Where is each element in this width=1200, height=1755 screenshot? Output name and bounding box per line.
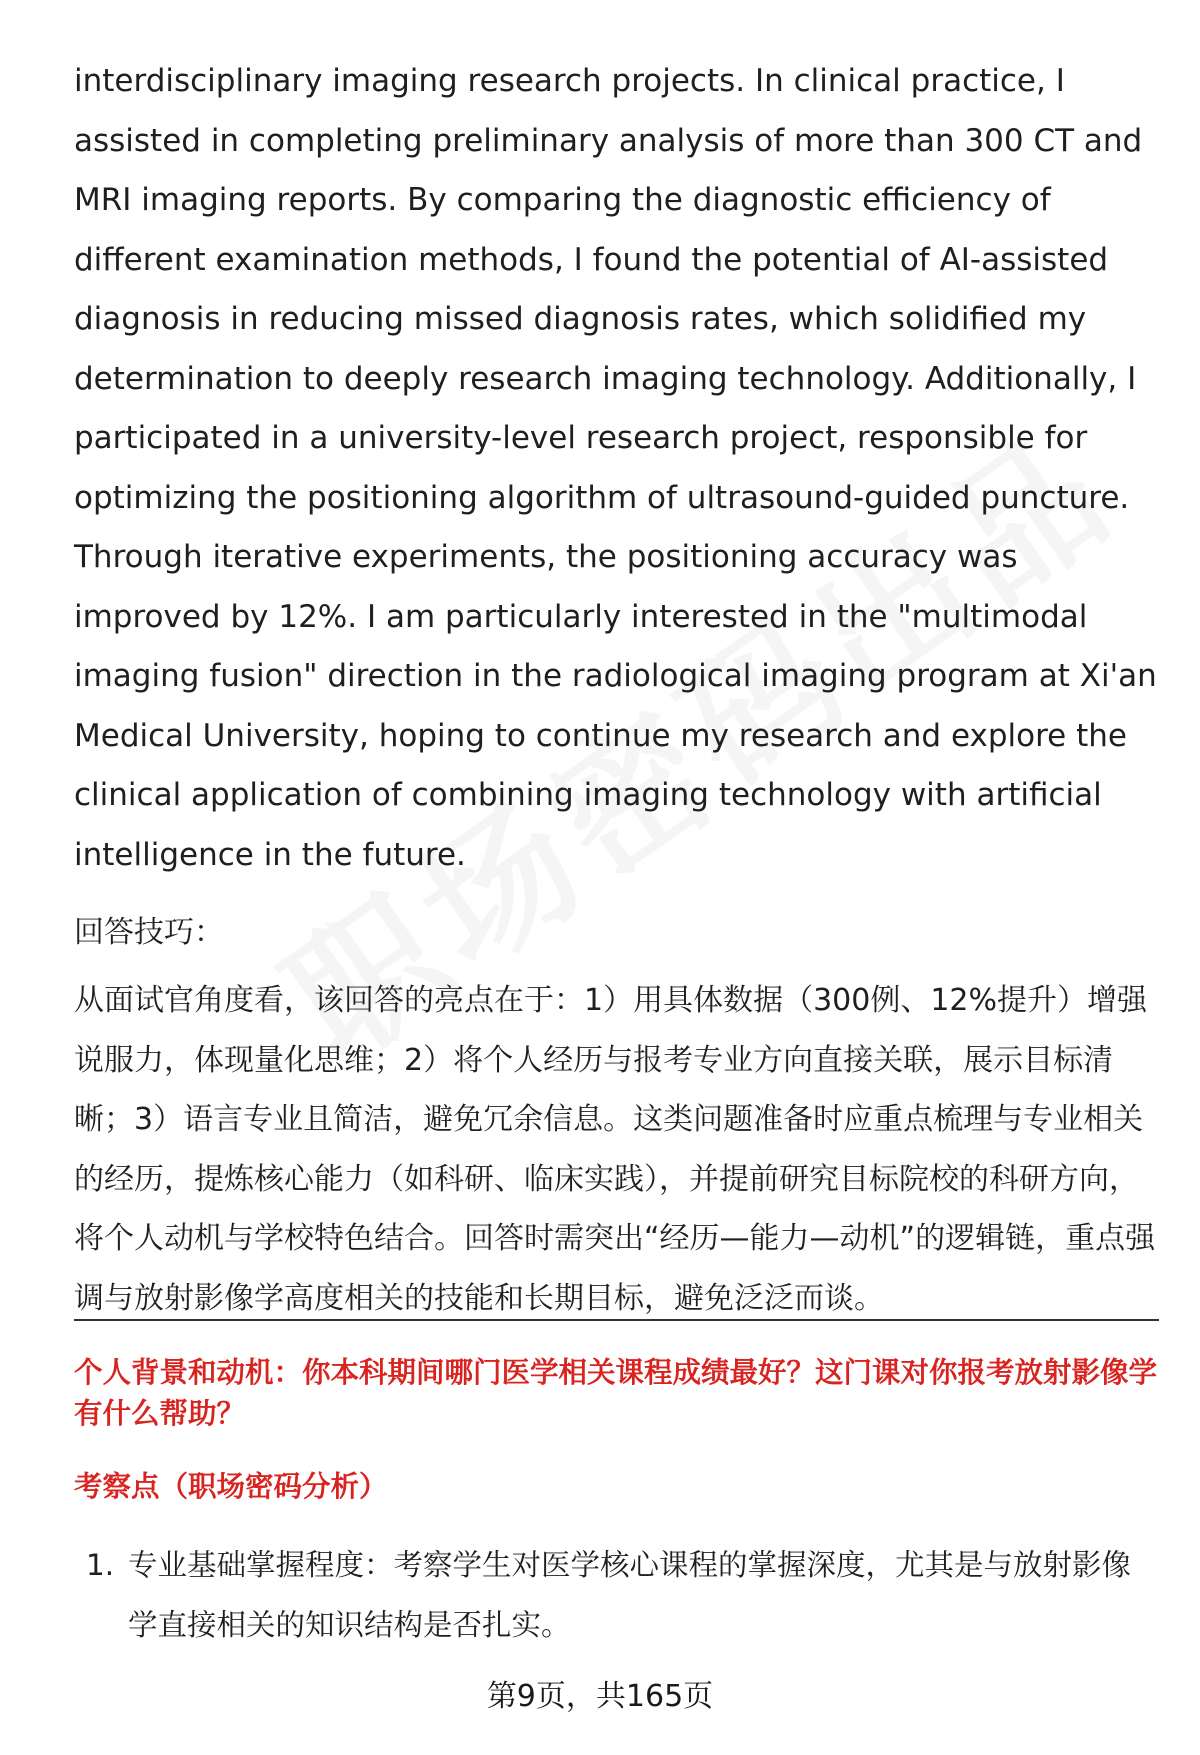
main-content: [74, 52, 1159, 1328]
list-item-text: 专业基础掌握程度：考察学生对医学核心课程的掌握深度，尤其是与放射影像学直接相关的知识结构是否扎实。: [128, 1548, 1132, 1642]
tips-body: 从面试官角度看，该回答的亮点在于：1）用具体数据（300例、12%提升）增强说服力，体现量化思维；2）将个人经历与报考专业方向直接关联，展示目标清晰；3）语言专业且简洁，避免冗余信息。这类问题准备时应重点梳理与专业相关的经历，提炼核心能力（如科研、临床实践），并提前研究目标院校的科研方向，将个人动机与学校特色结合。回答时需突出“经历—能力—动机”的逻辑链，重点强调与放射影像学高度相关的技能和长期目标，避免泛泛而谈。: [74, 983, 1156, 1316]
english-answer-paragraph: interdisciplinary imaging research projects. In clinical practice, I assisted in completing preliminary analysis of more than 300 CT and MRI imaging reports. By comparing the diagnostic efficiency of different examination methods, I found the potential of AI-assisted diagnosis in reducing missed diagnosis rates, which solidified my determination to deeply research imaging technology. Additionally, I participated in a university-level research project, responsible for optimizing the positioning algorithm of ultrasound-guided puncture. Through iterative experiments, the positioning accuracy was improved by 12%. I am particularly interested in the "multimodal imaging fusion" direction in the radiological imaging program at Xi'an Medical University, hoping to continue my research and explore the clinical application of combining imaging technology with artificial intelligence in the future.: [74, 63, 1157, 873]
section-divider: [74, 1319, 1159, 1321]
tips-title: 回答技巧：: [74, 915, 224, 950]
exam-points-list: [74, 1536, 1159, 1655]
exam-points-heading: 考察点（职场密码分析）: [74, 1470, 388, 1503]
page-footer: 第9页，共165页: [486, 1679, 714, 1714]
question-heading: 个人背景和动机：你本科期间哪门医学相关课程成绩最好？这门课对你报考放射影像学有什么帮助？: [74, 1356, 1158, 1430]
list-item: [74, 1536, 1159, 1655]
list-item-number: 1.: [86, 1548, 115, 1582]
